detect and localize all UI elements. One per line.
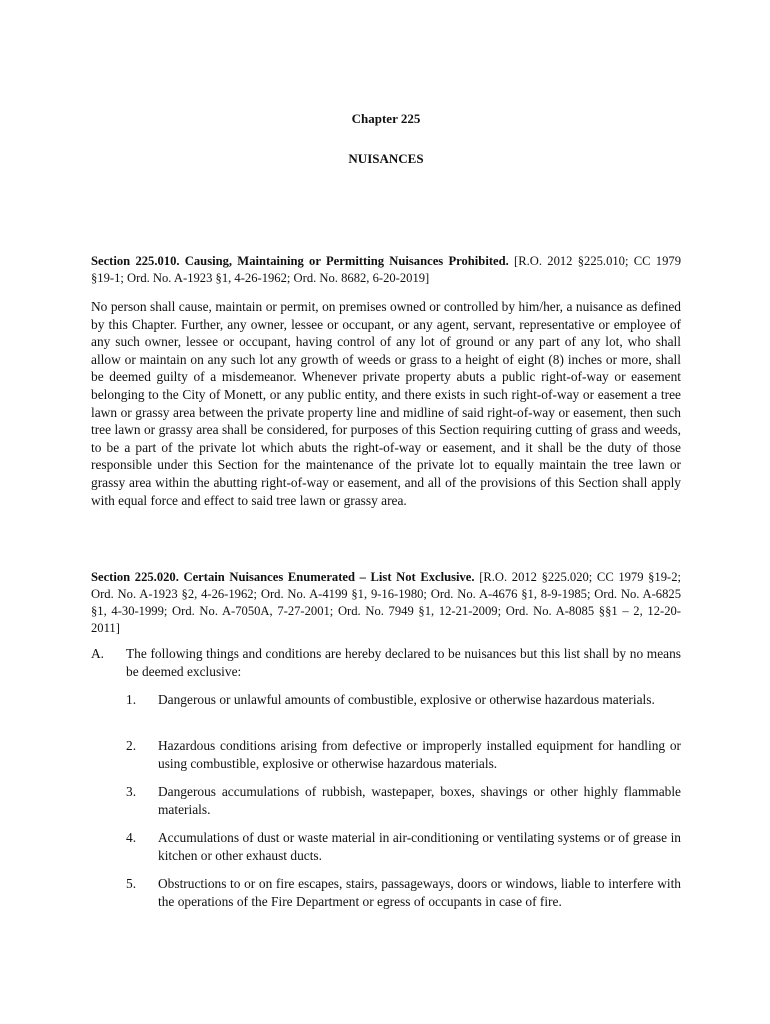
chapter-subtitle: NUISANCES xyxy=(348,151,424,166)
list-item-text: Accumulations of dust or waste material in air-conditioning or ventilating systems or of grease in kitchen or other exhaust ducts. xyxy=(158,830,681,863)
section-body-225-010: No person shall cause, maintain or permit, on premises owned or controlled by him/her, a nuisance as defined by this Chapter. Further, any owner, lessee or occupant, or any agent, servant, representative or employee of any such owner, lessee or occupant, having control of any lot of ground or any part of any lot, who shall allow or maintain on any such lot any growth of weeds or grass to a height of eight (8) inches or more, shall be deemed guilty of a misdemeanor. Whenever private property abuts a public right-of-way or easement belonging to the City of Monett, or any public entity, and there exists in such right-of-way or easement a tree lawn or grassy area between the private property line and midline of said right-of-way or easement, then such tree lawn or grassy area shall be considered, for purposes of this Section requiring cutting of grass and weeds, to be a part of the private lot which abuts the right-of-way or easement, and it shall be the duty of those responsible under this Section for the maintenance of the private lot to equally maintain the tree lawn or grassy area within the abutting right-of-way or easement, and all of the provisions of this Section shall apply with equal force and effect to said tree lawn or grassy area. xyxy=(91,299,681,508)
section-citation: [R.O. 2012 §225.010; CC 1979 §19-1; Ord. No. A-1923 §1, 4-26-1962; Ord. No. 8682, 6-20-2019] xyxy=(91,254,681,285)
list-item-number: 2. xyxy=(126,738,137,753)
subsection-label: A. xyxy=(91,646,105,661)
section-title: Section 225.020. Certain Nuisances Enumerated – List Not Exclusive. xyxy=(91,570,475,584)
section-heading-225-010 xyxy=(91,253,681,287)
list-item-number: 4. xyxy=(126,830,137,845)
list-item-text: Dangerous or unlawful amounts of combustible, explosive or otherwise hazardous materials. xyxy=(158,692,655,707)
list-item-text: Hazardous conditions arising from defective or improperly installed equipment for handling or using combustible, explosive or otherwise hazardous materials. xyxy=(158,738,681,771)
section-title: Section 225.010. Causing, Maintaining or Permitting Nuisances Prohibited. xyxy=(91,254,509,268)
subsection-text: The following things and conditions are hereby declared to be nuisances but this list shall by no means be deemed exclusive: xyxy=(126,646,681,679)
list-item-number: 1. xyxy=(126,692,137,707)
section-heading-225-020 xyxy=(91,569,681,637)
section-citation: [R.O. 2012 §225.020; CC 1979 §19-2; Ord. No. A-1923 §2, 4-26-1962; Ord. No. A-4199 §1, 9-16-1980; Ord. No. A-4676 §1, 8-9-1985; Ord. No. A-6825 §1, 4-30-1999; Ord. No. A-7050A, 7-27-2001; Ord. No. 7949 §1, 12-21-2009; Ord. No. A-8085 §§1 – 2, 12-20-2011] xyxy=(91,570,682,635)
list-item-number: 5. xyxy=(126,876,137,891)
list-item-text: Obstructions to or on fire escapes, stairs, passageways, doors or windows, liable to interfere with the operations of the Fire Department or egress of occupants in case of fire. xyxy=(158,876,681,909)
document-page xyxy=(91,0,681,1024)
list-item-number: 3. xyxy=(126,784,137,799)
list-item-text: Dangerous accumulations of rubbish, wastepaper, boxes, shavings or other highly flammable materials. xyxy=(158,784,681,817)
chapter-title: Chapter 225 xyxy=(351,111,421,126)
